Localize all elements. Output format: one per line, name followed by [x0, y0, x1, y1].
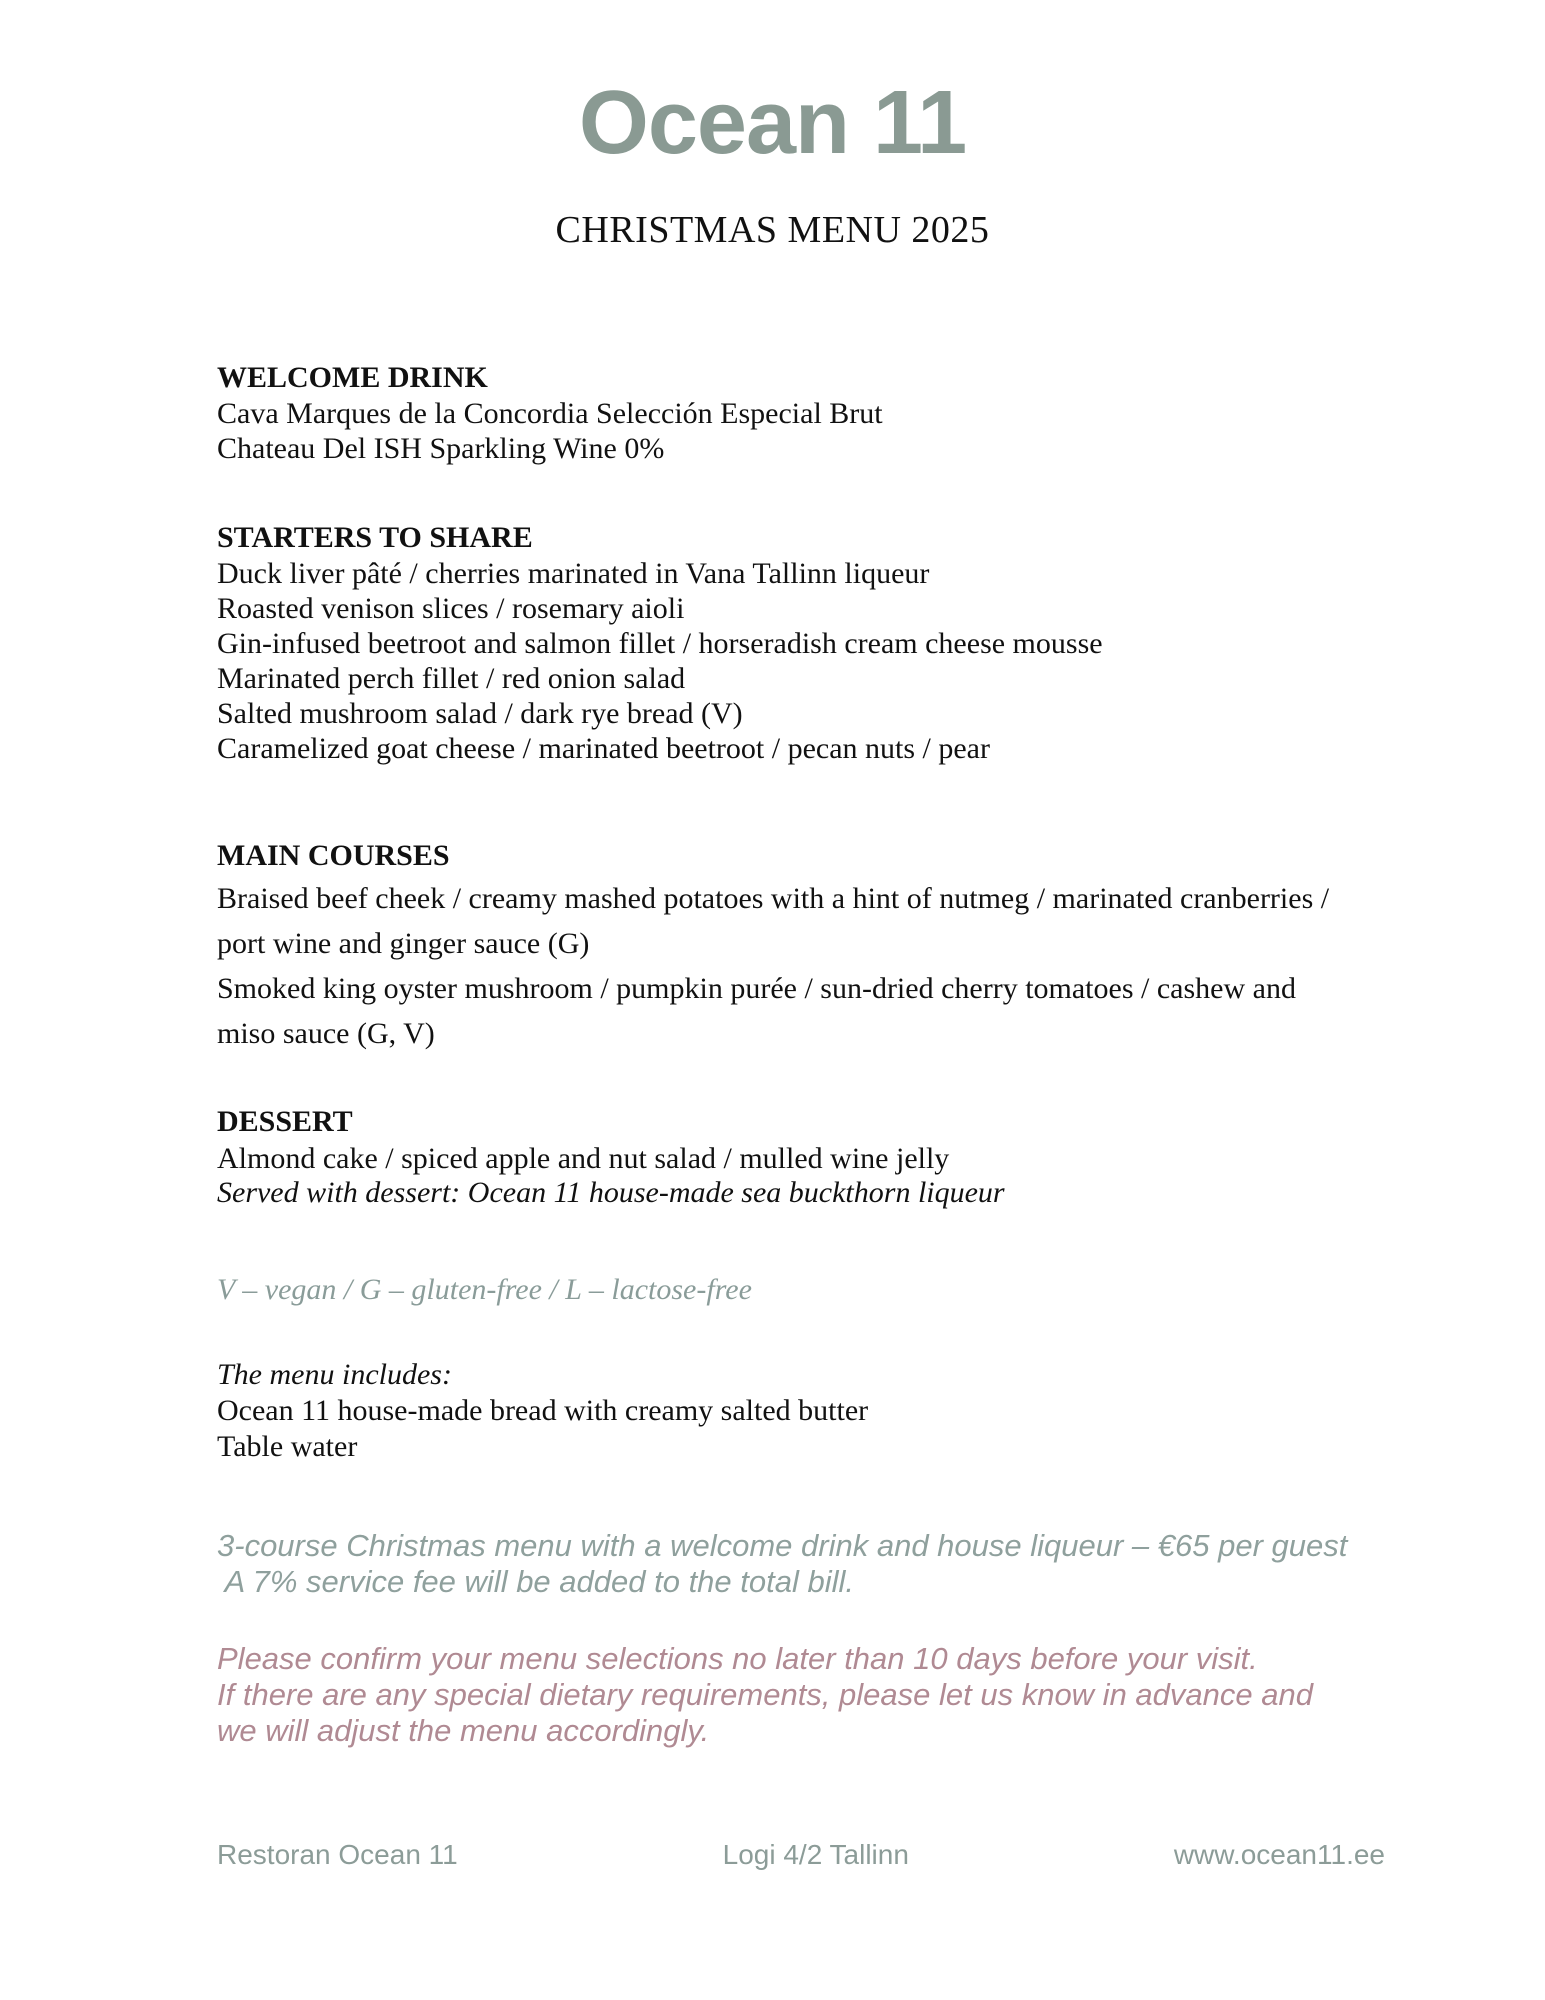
menu-item-line: Smoked king oyster mushroom / pumpkin purée / sun-dried cherry tomatoes / cashew and — [217, 972, 1296, 1005]
notice-line: we will adjust the menu accordingly. — [217, 1713, 710, 1748]
includes-heading: The menu includes: — [217, 1358, 452, 1391]
menu-item: Chateau Del ISH Sparkling Wine 0% — [217, 432, 665, 465]
starters-section — [217, 520, 1397, 766]
main-courses-section — [217, 836, 1397, 1056]
menu-item: Gin-infused beetroot and salmon fillet / horseradish cream cheese mousse — [217, 627, 1103, 660]
footer-website: www.ocean11.ee — [1173, 1839, 1385, 1870]
pricing-line: A 7% service fee will be added to the total bill. — [217, 1564, 854, 1599]
menu-item: Ocean 11 house-made bread with creamy salted butter — [217, 1394, 869, 1427]
menu-item-line: port wine and ginger sauce (G) — [217, 927, 590, 960]
menu-item: Marinated perch fillet / red onion salad — [217, 662, 686, 695]
menu-item-line: miso sauce (G, V) — [217, 1017, 435, 1050]
menu-item-line: Braised beef cheek / creamy mashed potatoes with a hint of nutmeg / marinated cranberries / — [217, 882, 1330, 915]
pricing-line: 3-course Christmas menu with a welcome drink and house liqueur – €65 per guest — [217, 1528, 1348, 1563]
menu-title: CHRISTMAS MENU 2025 — [555, 209, 990, 251]
menu-item: Cava Marques de la Concordia Selección Especial Brut — [217, 397, 883, 430]
welcome-drink-section — [217, 360, 1397, 466]
menu-includes-section — [217, 1356, 1397, 1465]
footer-address: Logi 4/2 Tallinn — [722, 1839, 909, 1870]
dietary-legend: V – vegan / G – gluten-free / L – lactose-free — [217, 1273, 752, 1306]
footer-restaurant-name: Restoran Ocean 11 — [217, 1839, 458, 1870]
brand-logo: Ocean 11 — [578, 73, 967, 173]
menu-item: Salted mushroom salad / dark rye bread (V) — [217, 697, 743, 730]
section-heading-main-courses: MAIN COURSES — [217, 839, 450, 872]
section-heading-dessert: DESSERT — [217, 1105, 353, 1138]
menu-item: Caramelized goat cheese / marinated beetroot / pecan nuts / pear — [217, 732, 990, 765]
notice-line: If there are any special dietary requirements, please let us know in advance and — [217, 1677, 1313, 1712]
notice-line: Please confirm your menu selections no later than 10 days before your visit. — [217, 1641, 1258, 1676]
menu-item: Roasted venison slices / rosemary aioli — [217, 592, 685, 625]
dessert-note: Served with dessert: Ocean 11 house-made sea buckthorn liqueur — [217, 1176, 1005, 1209]
dietary-legend-section — [217, 1272, 1397, 1308]
section-heading-welcome-drink: WELCOME DRINK — [217, 361, 488, 394]
booking-notice-section — [217, 1641, 1397, 1749]
menu-item: Duck liver pâté / cherries marinated in Vana Tallinn liqueur — [217, 557, 930, 590]
section-heading-starters: STARTERS TO SHARE — [217, 521, 533, 554]
page-footer — [217, 1838, 1385, 1872]
menu-item: Table water — [217, 1430, 358, 1463]
dessert-section — [217, 1102, 1397, 1210]
menu-item: Almond cake / spiced apple and nut salad / mulled wine jelly — [217, 1142, 950, 1175]
pricing-note-section — [217, 1528, 1397, 1600]
